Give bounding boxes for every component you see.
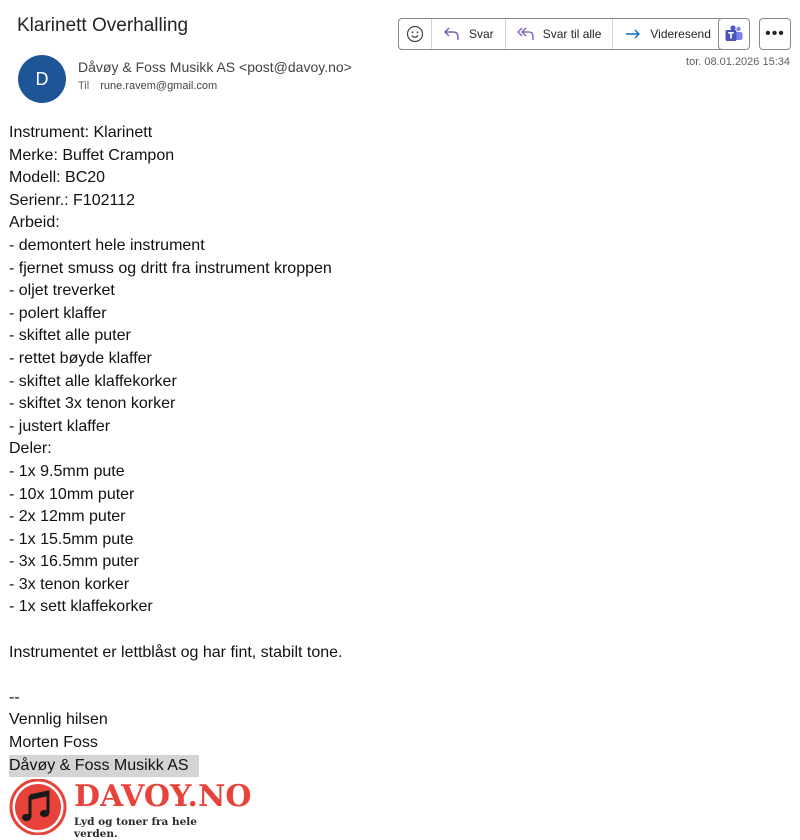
body-line: Instrumentet er lettblåst og har fint, stabilt tone. [9, 643, 343, 661]
body-line: - 1x sett klaffekorker [9, 598, 153, 616]
forward-label: Videresend [650, 27, 711, 41]
body-line: - skiftet 3x tenon korker [9, 395, 176, 413]
body-line: Arbeid: [9, 214, 60, 232]
signature-company-line [9, 755, 789, 778]
body-line: - oljet treverket [9, 282, 115, 300]
more-actions-button[interactable] [759, 18, 791, 50]
message-toolbar [398, 18, 723, 50]
avatar[interactable] [18, 55, 66, 103]
reply-button-group [398, 18, 723, 50]
body-line: - demontert hele instrument [9, 236, 205, 254]
reaction-button[interactable] [399, 19, 432, 49]
reply-arrow-icon [443, 26, 461, 42]
body-line: - rettet bøyde klaffer [9, 349, 152, 367]
body-line: - 1x 15.5mm pute [9, 530, 134, 548]
body-line: Deler: [9, 440, 52, 458]
teams-share-button[interactable] [718, 18, 750, 50]
body-line: Merke: Buffet Crampon [9, 146, 175, 164]
teams-icon [724, 24, 744, 44]
reply-all-button[interactable] [506, 19, 614, 49]
body-line: - skiftet alle klaffekorker [9, 372, 177, 390]
company-logo[interactable] [8, 779, 252, 840]
body-line: -- [9, 688, 20, 706]
body-line: Modell: BC20 [9, 169, 106, 187]
body-line: Morten Foss [9, 734, 98, 752]
recipient-line [78, 80, 217, 92]
sender-name[interactable]: Dåvøy & Foss Musikk AS <post@davoy.no> [78, 59, 352, 75]
reply-all-arrow-icon [517, 26, 535, 42]
reply-all-label: Svar til alle [542, 27, 602, 41]
logo-tagline: Lyd og toner fra hele verden. [74, 816, 197, 840]
body-line: - fjernet smuss og dritt fra instrument kroppen [9, 259, 332, 277]
signature-company: Dåvøy & Foss Musikk AS [9, 755, 199, 778]
body-line: - 3x tenon korker [9, 575, 130, 593]
logo-title: DAVOY.NO [74, 779, 252, 814]
forward-button[interactable] [613, 19, 722, 49]
email-subject: Klarinett Overhalling [17, 15, 189, 36]
body-line: Serienr.: F102112 [9, 191, 136, 209]
more-dots-icon: ••• [765, 25, 785, 42]
reply-label: Svar [469, 27, 494, 41]
email-body [9, 122, 789, 777]
body-line: - skiftet alle puter [9, 327, 131, 345]
to-label: Til [78, 80, 90, 92]
body-line: - 3x 16.5mm puter [9, 553, 139, 571]
body-line [9, 619, 789, 642]
reply-button[interactable] [432, 19, 506, 49]
recipient-address[interactable]: rune.ravem@gmail.com [100, 80, 218, 92]
body-line: - polert klaffer [9, 304, 107, 322]
body-line: Vennlig hilsen [9, 711, 108, 729]
body-line: - 10x 10mm puter [9, 485, 135, 503]
forward-arrow-icon [624, 26, 642, 42]
body-line: - 2x 12mm puter [9, 508, 126, 526]
body-line: Instrument: Klarinett [9, 124, 153, 141]
body-line: - 1x 9.5mm pute [9, 462, 125, 480]
smiley-icon [406, 25, 424, 43]
body-line [9, 664, 789, 687]
music-note-logo-icon [8, 779, 70, 835]
avatar-initial: D [35, 68, 49, 89]
email-date: tor. 08.01.2026 15:34 [686, 56, 790, 68]
body-line: - justert klaffer [9, 417, 111, 435]
